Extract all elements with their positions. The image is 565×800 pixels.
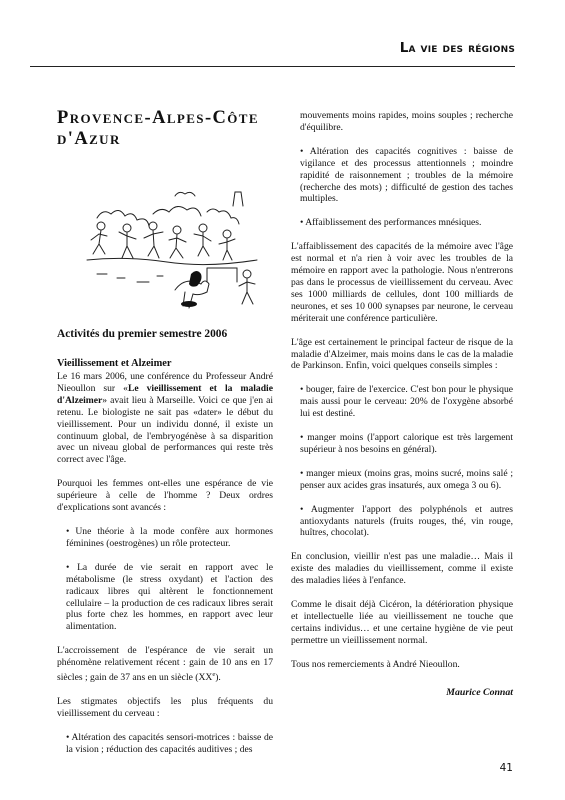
list-item: • Augmenter l'apport des polyphénols et autres antioxydants naturels (fruits rouges, thé, vin rouge, huîtres, chocolat).: [300, 503, 513, 539]
list-item: • bouger, faire de l'exercice. C'est bon pour le physique mais aussi pour le cerveau: 20% de l'oxygène absorbé lui est destiné.: [300, 384, 513, 420]
question-paragraph: Pourquoi les femmes ont-elles une espérance de vie supérieure à celle de l'homme ? Deux ordres d'explications sont avancés :: [57, 478, 273, 514]
list-item: • Une théorie à la mode confère aux hormones féminines (oestrogènes) un rôle protecteur.: [66, 525, 273, 549]
region-title: [57, 108, 273, 150]
memory-paragraph: L'affaiblissement des capacités de la mémoire avec l'âge est normal et n'a rien à voir avec les troubles de la mémoire en rapport avec la pathologie. Nous n'entrerons pas dans le processus de vieillissement du cerveau. Avec ses 1000 milliards de cellules, dont 100 milliards de neurones, et ses 10 000 synapses par neurone, le cerveau mériterait une conférence particulière.: [291, 241, 513, 324]
article-subheading: Vieillissement et Alzeimer: [57, 358, 172, 369]
list-item: • Altération des capacités sensori-motrices : baisse de la vision ; réduction des capacités auditives ; des: [66, 731, 273, 755]
left-column: [57, 108, 273, 768]
cicero-paragraph: Comme le disait déjà Cicéron, la détérioration physique et intellectuelle liée au vieillissement ne touche que certains individus… et une certaine hygiène de vie peut permettre un vieillissement normal.: [291, 599, 513, 646]
region-title-line2: d'Azur: [57, 129, 121, 149]
list-item: • La durée de vie serait en rapport avec le métabolisme (le stress oxydant) et l'action des radicaux libres qui altèrent le fonctionnement cellulaire – la production de ces radicaux libres serait plus forte chez les hommes, en rapport avec leur alimentation.: [66, 561, 273, 633]
right-column: [291, 110, 513, 699]
region-title-line1: Provence-Alpes-Côte: [57, 108, 259, 128]
life-expectancy-end: ).: [215, 672, 221, 684]
intro-paragraph: [57, 371, 273, 466]
conference-title: Le vieillissement et la maladie d'Alzeimer: [57, 382, 273, 406]
list-item: • manger moins (l'apport calorique est très largement supérieur à nos besoins en général).: [300, 432, 513, 455]
thanks-paragraph: Tous nos remerciements à André Nieoullon.: [291, 658, 460, 670]
stigmata-list-left: [57, 732, 273, 756]
intro-before: Le 16 mars 2006, une conférence du Professeur André Nieoullon sur «: [57, 371, 273, 394]
risk-paragraph: L'âge est certainement le principal facteur de risque de la maladie d'Alzeimer, mais moins dans le cas de la maladie de Parkinson. Enfin, voici quelques conseils simples :: [291, 336, 513, 372]
author-signature: Maurice Connat: [446, 686, 513, 698]
section-title: La vie des régions: [399, 40, 515, 56]
list-item: • Affaiblissement des performances mnésiques.: [300, 217, 482, 229]
article-heading: Activités du premier semestre 2006: [57, 328, 228, 340]
list-item: • Altération des capacités cognitives : baisse de vigilance et des processus attentionnels ; moindre rapidité de raisonnement ; troubles de la mémoire (recherche des mots) ; difficulté de gestion des taches multiples.: [300, 145, 513, 205]
stigmata-list-right: [291, 110, 513, 229]
page-number: 41: [499, 762, 513, 774]
header-divider: [30, 66, 515, 67]
stigmata-intro: Les stigmates objectifs les plus fréquents du vieillissement du cerveau :: [57, 696, 273, 720]
explanations-list: [57, 526, 273, 633]
century-superscript: e: [212, 671, 216, 679]
list-item: mouvements moins rapides, moins souples ; recherche d'équilibre.: [300, 110, 513, 133]
life-expectancy-text: L'accroissement de l'espérance de vie serait un phénomène relativement récent : gain de 10 ans en 17 siècles ; gain de 37 ans en un siècle (XX: [57, 645, 273, 684]
life-expectancy-paragraph: [57, 645, 273, 684]
conclusion-paragraph: En conclusion, vieillir n'est pas une maladie… Mais il existe des maladies du vieillissement, comme il existe des maladies liées à l'enfance.: [291, 551, 513, 587]
intro-after: » avait lieu à Marseille. Voici ce que j'en ai retenu. Le biologiste ne sait pas «dater» le début du vieillissement. Pour un individu donné, il existe un continuum global, de l'embryogénèse à sa disparition avec un niveau global de performances qui reste très correct avec l'âge.: [57, 394, 273, 466]
sketch-illustration: [57, 156, 273, 316]
advice-list: [291, 384, 513, 539]
list-item: • manger mieux (moins gras, moins sucré, moins salé ; penser aux acides gras insaturés, aux omega 3 ou 6).: [300, 467, 513, 491]
